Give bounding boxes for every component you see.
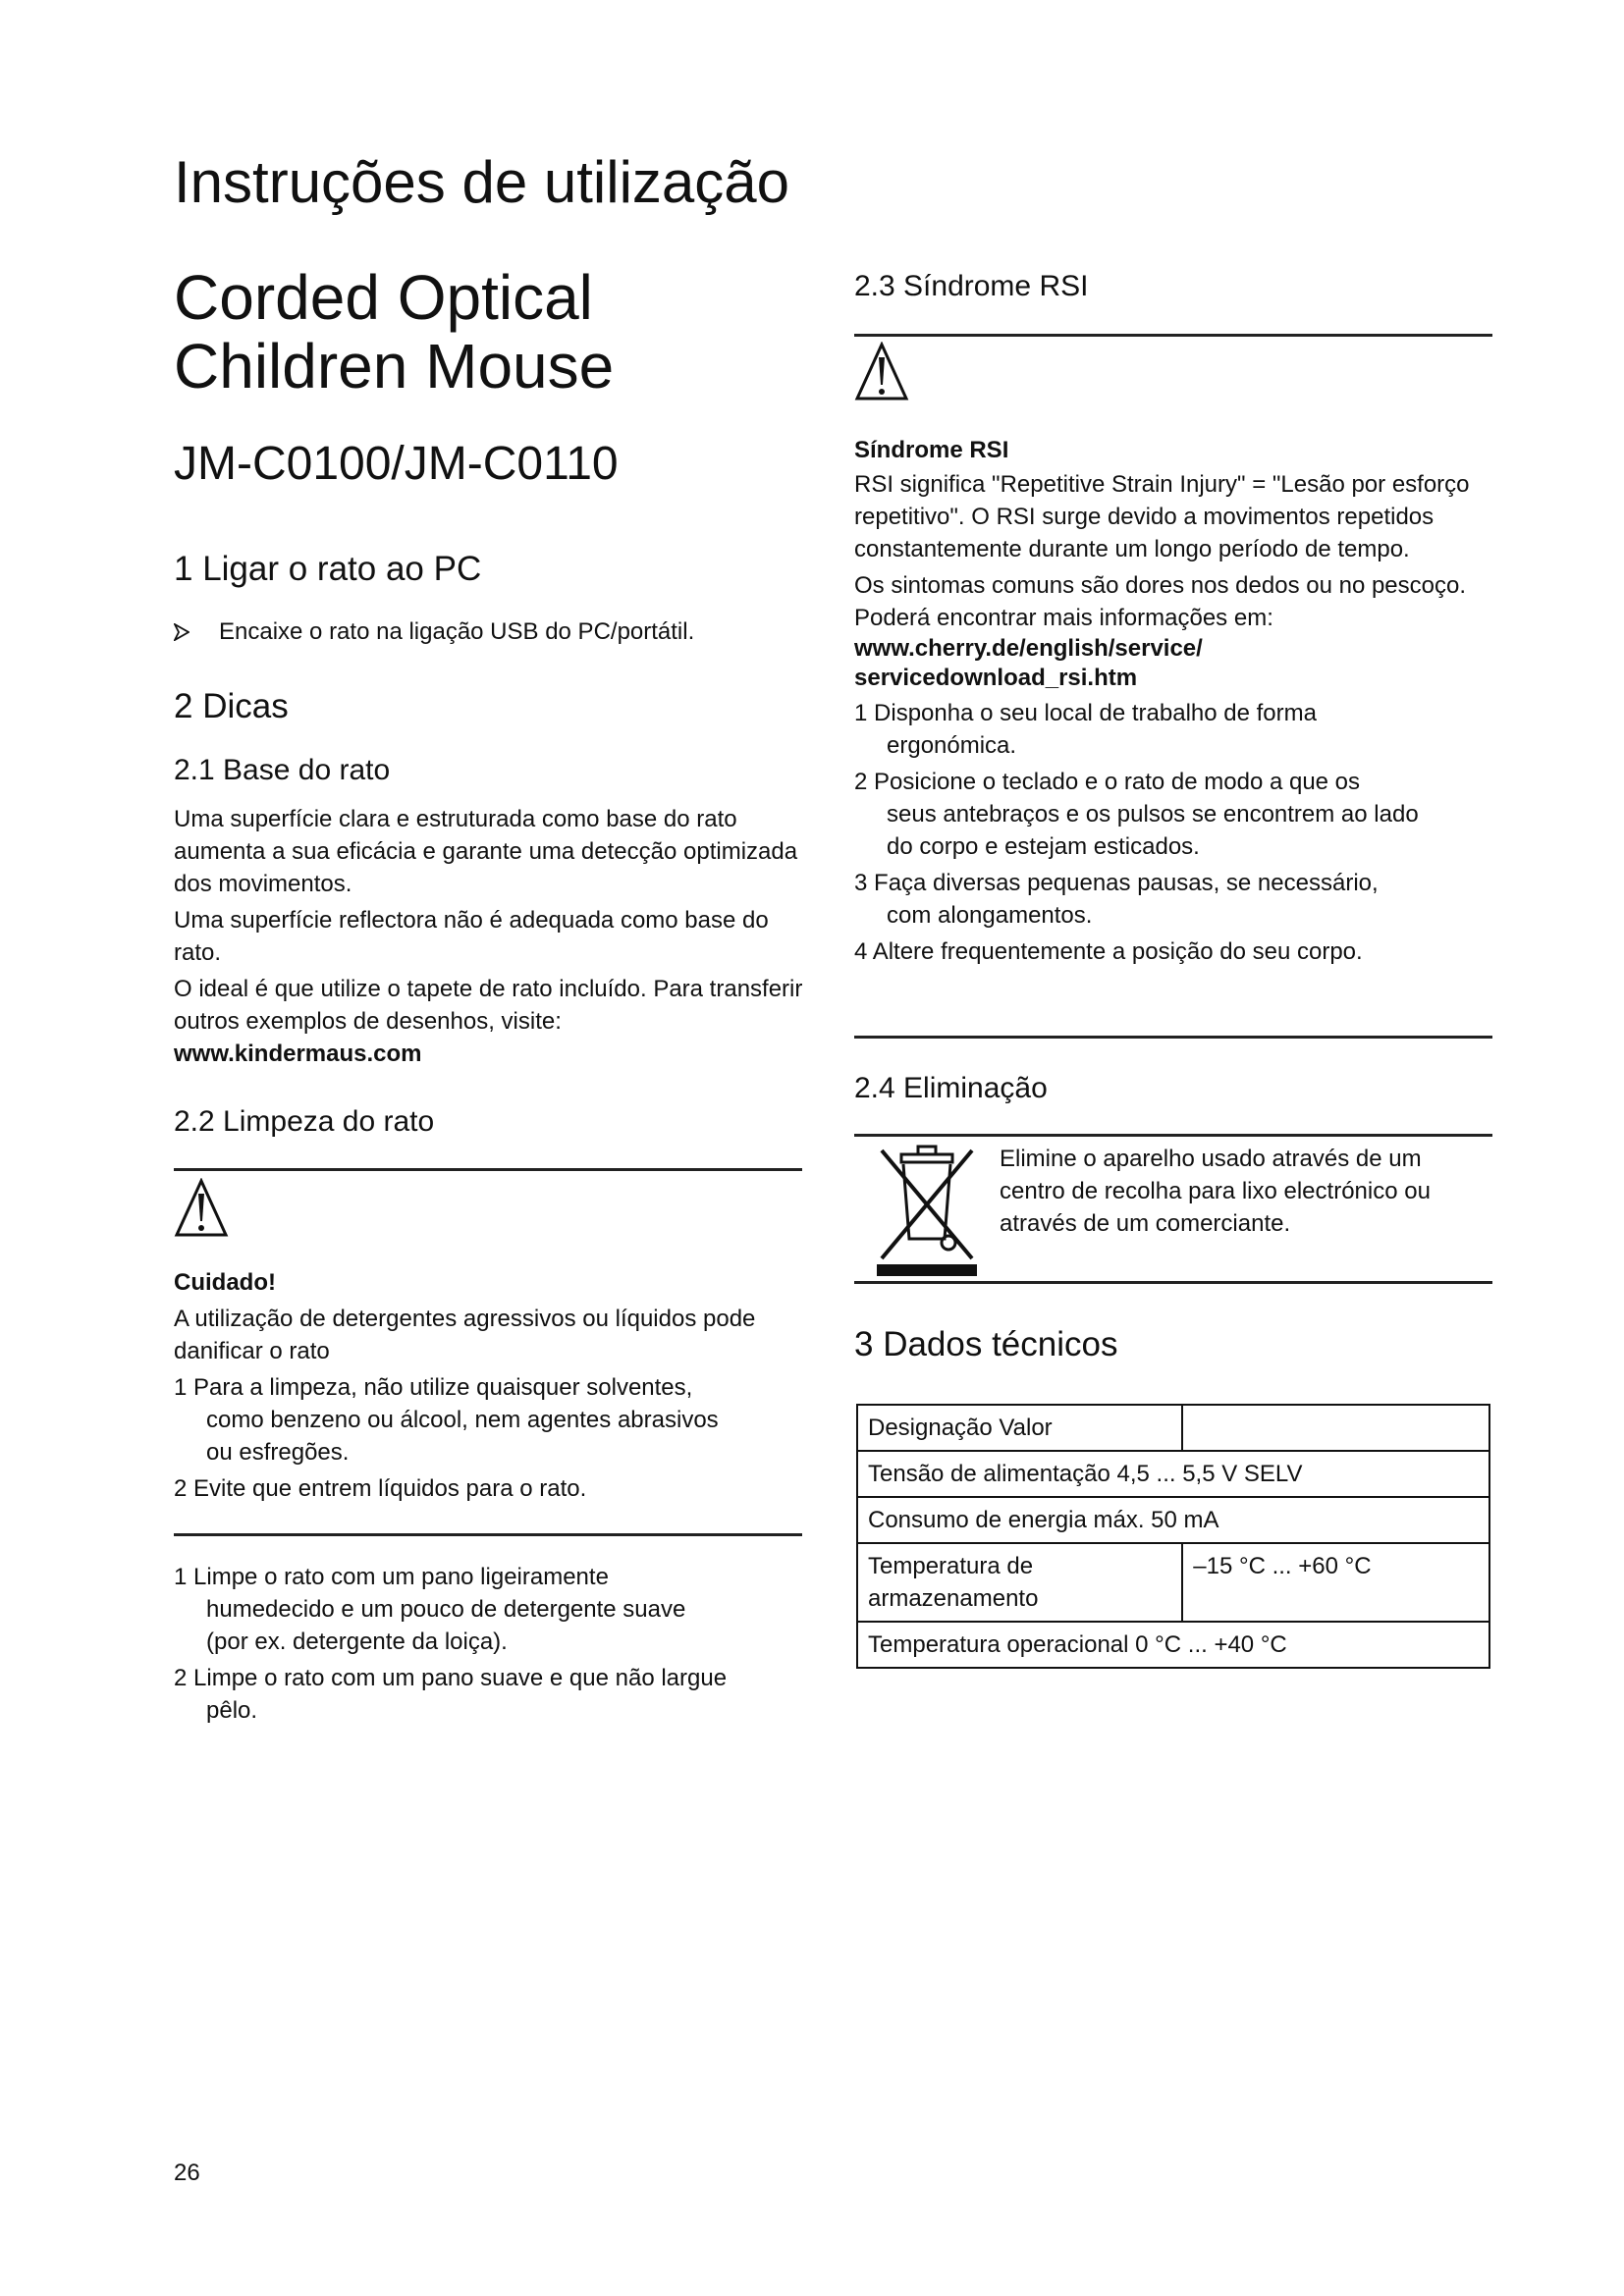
section-2-2-heading: 2.2 Limpeza do rato <box>174 1105 435 1138</box>
table-cell <box>1182 1405 1489 1451</box>
disposal-bottom-divider <box>854 1281 1492 1284</box>
rsi-top-divider <box>854 334 1492 337</box>
disposal-text: Elimine o aparelho usado através de um centro de recolha para lixo electrónico ou através de um comerciante. <box>1000 1146 1431 1237</box>
section-1-heading: 1 Ligar o rato ao PC <box>174 550 482 588</box>
section-1-bullet-text: Encaixe o rato na ligação USB do PC/portátil. <box>219 618 695 645</box>
warning-triangle-icon <box>854 342 909 407</box>
section-2-1-para-2: Uma superfície reflectora não é adequada como base do rato. <box>174 907 769 966</box>
product-title-line-1: Corded Optical <box>174 262 593 333</box>
table-cell: –15 °C ... +60 °C <box>1182 1543 1489 1622</box>
section-3-heading: 3 Dados técnicos <box>854 1325 1118 1363</box>
rsi-item: 2 Posicione o teclado e o rato de modo a que os seus antebraços e os pulsos se encontrem ao lado do corpo e estejam esticados. <box>854 769 1419 860</box>
cleaning-steps <box>174 1561 812 1727</box>
crossed-out-bin-icon <box>872 1141 982 1283</box>
caution-top-divider <box>174 1168 802 1171</box>
rsi-box <box>854 434 1492 968</box>
section-2-heading: 2 Dicas <box>174 687 289 725</box>
warning-triangle-icon <box>174 1178 229 1244</box>
table-cell: Consumo de energia máx. 50 mA <box>857 1497 1489 1543</box>
section-2-3-heading: 2.3 Síndrome RSI <box>854 270 1089 302</box>
rsi-item: 1 Disponha o seu local de trabalho de forma ergonómica. <box>854 700 1317 759</box>
table-row <box>857 1405 1489 1451</box>
section-2-1-para-1: Uma superfície clara e estruturada como base do rato aumenta a sua eficácia e garante uma detecção optimizada dos movimentos. <box>174 806 798 897</box>
rsi-para-1: RSI significa "Repetitive Strain Injury" = "Lesão por esforço repetitivo". O RSI surge devido a movimentos repetidos constantemente durante um longo período de tempo. <box>854 471 1470 562</box>
rsi-bottom-divider <box>854 1036 1492 1039</box>
tech-data-table <box>856 1404 1490 1669</box>
table-row <box>857 1543 1489 1622</box>
page-number: 26 <box>174 2160 200 2186</box>
caution-title: Cuidado! <box>174 1269 276 1296</box>
caution-box <box>174 1266 812 1505</box>
caution-item: 1 Para a limpeza, não utilize quaisquer solventes, como benzeno ou álcool, nem agentes abrasivos ou esfregões. <box>174 1374 719 1466</box>
table-cell: Tensão de alimentação 4,5 ... 5,5 V SELV <box>857 1451 1489 1497</box>
rsi-para-2: Os sintomas comuns são dores nos dedos ou no pescoço. Poderá encontrar mais informações em: <box>854 572 1467 631</box>
cleaning-step: 2 Limpe o rato com um pano suave e que não largue pêlo. <box>174 1665 728 1724</box>
table-cell: Temperatura operacional 0 °C ... +40 °C <box>857 1622 1489 1668</box>
section-2-1-para-3: O ideal é que utilize o tapete de rato incluído. Para transferir outros exemplos de desenhos, visite: <box>174 976 803 1035</box>
arrowhead-bullet-icon <box>174 615 207 648</box>
section-2-1-heading: 2.1 Base do rato <box>174 754 391 786</box>
section-2-4-heading: 2.4 Eliminação <box>854 1072 1048 1104</box>
disposal-top-divider <box>854 1134 1492 1137</box>
table-row <box>857 1451 1489 1497</box>
kindermaus-link[interactable]: www.kindermaus.com <box>174 1041 422 1067</box>
section-1-bullet <box>174 615 802 648</box>
page-title: Instruções de utilização <box>174 149 790 215</box>
table-cell: Designação Valor <box>857 1405 1182 1451</box>
caution-bottom-divider <box>174 1533 802 1536</box>
cherry-link[interactable]: www.cherry.de/english/service/ servicedownload_rsi.htm <box>854 635 1203 691</box>
rsi-item: 3 Faça diversas pequenas pausas, se necessário, com alongamentos. <box>854 870 1379 929</box>
product-title <box>174 263 614 400</box>
rsi-title: Síndrome RSI <box>854 437 1009 463</box>
model-number: JM-C0100/JM-C0110 <box>174 438 619 490</box>
product-title-line-2: Children Mouse <box>174 331 615 401</box>
table-row <box>857 1497 1489 1543</box>
table-row <box>857 1622 1489 1668</box>
rsi-item: 4 Altere frequentemente a posição do seu corpo. <box>854 938 1363 965</box>
section-2-1-body <box>174 803 812 1070</box>
caution-item: 2 Evite que entrem líquidos para o rato. <box>174 1475 587 1502</box>
caution-text: A utilização de detergentes agressivos ou líquidos pode danificar o rato <box>174 1306 756 1364</box>
cleaning-step: 1 Limpe o rato com um pano ligeiramente humedecido e um pouco de detergente suave (por ex. detergente da loiça). <box>174 1564 686 1655</box>
table-cell: Temperatura de armazenamento <box>857 1543 1182 1622</box>
